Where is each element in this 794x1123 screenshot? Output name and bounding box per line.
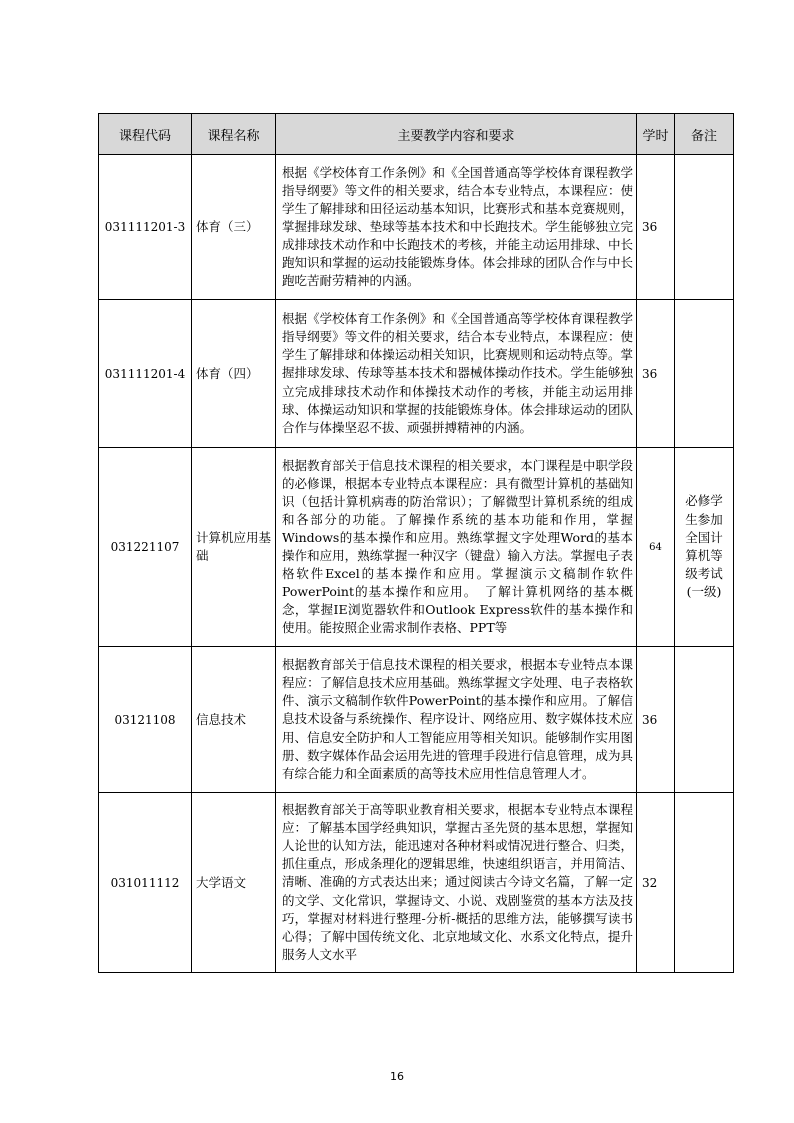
course-name: 信息技术: [192, 647, 276, 793]
course-remark: [675, 300, 734, 448]
table-row: [99, 793, 734, 973]
course-content: 根据教育部关于信息技术课程的相关要求，本门课程是中职学段的必修课，根据本专业特点本课程应：具有微型计算机的基础知识（包括计算机病毒的防治常识）；了解微型计算机系统的组成和各部分的功能。了解操作系统的基本功能和作用，掌握Windows的基本操作和应用。熟练掌握文字处理Word的基本操作和应用，熟练掌握一种汉字（键盘）输入方法。掌握电子表格软件Excel的基本操作和应用。掌握演示文稿制作软件PowerPoint的基本操作和应用。 了解计算机网络的基本概念，掌握IE浏览器软件和Outlook Express软件的基本操作和使用。能按照企业需求制作表格、PPT等: [276, 448, 637, 647]
course-name: 体育（四）: [192, 300, 276, 448]
page-number: 16: [390, 1070, 404, 1083]
course-hours: 64: [637, 448, 675, 647]
course-name: 体育（三）: [192, 155, 276, 300]
course-code: 031011112: [99, 793, 192, 973]
course-name: 计算机应用基础: [192, 448, 276, 647]
header-remark: 备注: [675, 114, 734, 155]
course-remark: [675, 793, 734, 973]
header-content: 主要教学内容和要求: [276, 114, 637, 155]
header-hours: 学时: [637, 114, 675, 155]
course-table: [98, 113, 734, 973]
course-content: 根据《学校体育工作条例》和《全国普通高等学校体育课程教学指导纲要》等文件的相关要求，结合本专业特点，本课程应：使学生了解排球和田径运动基本知识，比赛形式和基本竞赛规则，掌握排球发球、垫球等基本技术和中长跑技术。学生能够独立完成排球技术动作和中长跑技术的考核，并能主动运用排球、中长跑知识和掌握的运动技能锻炼身体。体会排球的团队合作与中长跑吃苦耐劳精神的内涵。: [276, 155, 637, 300]
course-content: 根据教育部关于高等职业教育相关要求，根据本专业特点本课程应：了解基本国学经典知识，掌握古圣先贤的基本思想，掌握知人论世的认知方法，能迅速对各种材料或情况进行整合、归类，抓住重点，形成条理化的逻辑思维，快速组织语言，并用简洁、清晰、准确的方式表达出来；通过阅读古今诗文名篇，了解一定的文学、文化常识，掌握诗文、小说、戏剧鉴赏的基本方法及技巧，掌握对材料进行整理-分析-概括的思维方法，能够撰写读书心得；了解中国传统文化、北京地域文化、水系文化特点，提升服务人文水平: [276, 793, 637, 973]
course-code: 031111201-3: [99, 155, 192, 300]
course-hours: 36: [637, 647, 675, 793]
course-remark: 必修学生参加全国计算机等级考试(一级): [675, 448, 734, 647]
table-header-row: [99, 114, 734, 155]
course-hours: 32: [637, 793, 675, 973]
course-name: 大学语文: [192, 793, 276, 973]
header-course-name: 课程名称: [192, 114, 276, 155]
table-row: [99, 647, 734, 793]
header-course-code: 课程代码: [99, 114, 192, 155]
course-code: 031111201-4: [99, 300, 192, 448]
table-row: [99, 300, 734, 448]
course-remark: [675, 155, 734, 300]
course-hours: 36: [637, 155, 675, 300]
course-content: 根据《学校体育工作条例》和《全国普通高等学校体育课程教学指导纲要》等文件的相关要求，结合本专业特点，本课程应：使学生了解排球和体操运动相关知识，比赛规则和运动特点等。掌握排球发球、传球等基本技术和器械体操动作技术。学生能够独立完成排球技术动作和体操技术动作的考核，并能主动运用排球、体操运动知识和掌握的技能锻炼身体。体会排球运动的团队合作与体操坚忍不拔、顽强拼搏精神的内涵。: [276, 300, 637, 448]
course-content: 根据教育部关于信息技术课程的相关要求，根据本专业特点本课程应：了解信息技术应用基础。熟练掌握文字处理、电子表格软件、演示文稿制作软件PowerPoint的基本操作和应用。了解信息技术设备与系统操作、程序设计、网络应用、数字媒体技术应用、信息安全防护和人工智能应用等相关知识。能够制作实用图册、数字媒体作品会运用先进的管理手段进行信息管理，成为具有综合能力和全面素质的高等技术应用性信息管理人才。: [276, 647, 637, 793]
course-remark: [675, 647, 734, 793]
course-hours: 36: [637, 300, 675, 448]
table-row: [99, 155, 734, 300]
table-row: [99, 448, 734, 647]
course-code: 031221107: [99, 448, 192, 647]
course-code: 03121108: [99, 647, 192, 793]
